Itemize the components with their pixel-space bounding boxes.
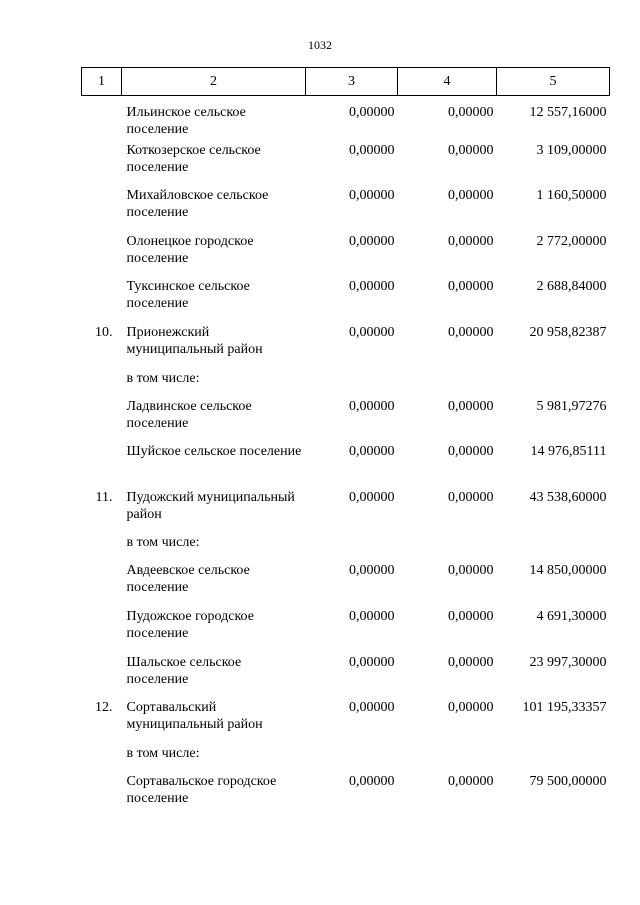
row-number [82, 654, 122, 700]
value-col3: 0,00000 [349, 142, 395, 158]
table-row [82, 278, 610, 324]
row-number [82, 745, 122, 773]
row-number [82, 142, 122, 188]
row-number [82, 773, 122, 819]
value-col3: 0,00000 [349, 563, 395, 579]
value-col3: 0,00000 [349, 654, 395, 670]
row-name: Пудожский муниципальный район [126, 489, 295, 522]
table-row [82, 699, 610, 745]
row-name: Шальское сельское поселение [126, 654, 242, 687]
value-col5: 43 538,60000 [529, 489, 607, 505]
value-col3: 0,00000 [349, 489, 395, 505]
value-col3: 0,00000 [349, 608, 395, 624]
table-header-row [82, 68, 610, 96]
value-col3: 0,00000 [349, 188, 395, 204]
row-number [82, 233, 122, 279]
value-col4: 0,00000 [448, 444, 494, 460]
row-name: Прионежский муниципальный район [126, 324, 263, 357]
row-name: Туксинское сельское поселение [126, 279, 250, 312]
row-number: 12. [95, 700, 113, 716]
value-col4: 0,00000 [448, 773, 494, 789]
table-row [82, 233, 610, 279]
table-row [82, 96, 610, 142]
table-row [82, 398, 610, 444]
value-col3 [306, 534, 398, 562]
value-col5: 4 691,30000 [536, 608, 607, 624]
table-row [82, 608, 610, 654]
table-row [82, 443, 610, 489]
value-col4: 0,00000 [448, 142, 494, 158]
value-col4: 0,00000 [448, 563, 494, 579]
value-col5: 23 997,30000 [529, 654, 607, 670]
value-col3 [306, 370, 398, 398]
column-header: 2 [122, 68, 306, 96]
row-name: Сортавальское городское поселение [126, 773, 277, 806]
row-number [82, 608, 122, 654]
table-row [82, 142, 610, 188]
value-col5: 79 500,00000 [529, 773, 607, 789]
row-name: Коткозерское сельское поселение [126, 142, 261, 175]
value-col3: 0,00000 [349, 773, 395, 789]
row-number [82, 370, 122, 398]
value-col5 [497, 370, 610, 398]
row-name: Ильинское сельское поселение [126, 105, 246, 137]
row-name: Шуйское сельское поселение [126, 444, 302, 460]
row-number [82, 96, 122, 142]
column-header: 4 [398, 68, 497, 96]
row-number [82, 534, 122, 562]
table-row [82, 773, 610, 819]
table-row [82, 654, 610, 700]
value-col3: 0,00000 [349, 444, 395, 460]
row-number [82, 187, 122, 233]
row-name: в том числе: [126, 370, 200, 386]
row-number [82, 398, 122, 444]
budget-table [81, 67, 610, 818]
column-header: 1 [82, 68, 122, 96]
value-col5: 12 557,16000 [529, 105, 607, 120]
row-name: Сортавальский муниципальный район [126, 700, 263, 733]
value-col3: 0,00000 [349, 279, 395, 295]
value-col5: 2 772,00000 [536, 233, 607, 249]
row-number [82, 278, 122, 324]
row-name: в том числе: [126, 745, 200, 761]
table-row [82, 324, 610, 370]
value-col3: 0,00000 [349, 398, 395, 414]
value-col4: 0,00000 [448, 233, 494, 249]
value-col4: 0,00000 [448, 105, 494, 120]
value-col4: 0,00000 [448, 489, 494, 505]
subheading-row [82, 370, 610, 398]
value-col3: 0,00000 [349, 105, 395, 120]
value-col5: 5 981,97276 [536, 398, 607, 414]
subheading-row [82, 534, 610, 562]
column-header: 5 [497, 68, 610, 96]
subheading-row [82, 745, 610, 773]
table-row [82, 187, 610, 233]
value-col5 [497, 745, 610, 773]
row-name: Олонецкое городское поселение [126, 233, 254, 266]
value-col5: 1 160,50000 [536, 188, 607, 204]
row-name: Пудожское городское поселение [126, 608, 254, 641]
value-col3 [306, 745, 398, 773]
value-col4: 0,00000 [448, 279, 494, 295]
value-col4 [398, 370, 497, 398]
row-number: 10. [95, 324, 113, 340]
row-number [82, 562, 122, 608]
table-row [82, 562, 610, 608]
value-col5: 101 195,33357 [522, 700, 607, 716]
value-col4: 0,00000 [448, 324, 494, 340]
value-col5: 20 958,82387 [529, 324, 607, 340]
row-number: 11. [95, 489, 113, 505]
table-body [82, 96, 610, 819]
value-col4: 0,00000 [448, 398, 494, 414]
row-name: Ладвинское сельское поселение [126, 398, 252, 431]
value-col5: 2 688,84000 [536, 279, 607, 295]
value-col5: 3 109,00000 [536, 142, 607, 158]
table-row [82, 489, 610, 535]
value-col4: 0,00000 [448, 700, 494, 716]
value-col4: 0,00000 [448, 188, 494, 204]
column-header: 3 [306, 68, 398, 96]
value-col3: 0,00000 [349, 324, 395, 340]
row-number [82, 443, 122, 489]
value-col4 [398, 534, 497, 562]
value-col5 [497, 534, 610, 562]
row-name: в том числе: [126, 535, 200, 551]
row-name: Авдеевское сельское поселение [126, 563, 250, 596]
value-col4: 0,00000 [448, 608, 494, 624]
value-col5: 14 976,85111 [530, 444, 607, 460]
value-col4: 0,00000 [448, 654, 494, 670]
value-col5: 14 850,00000 [529, 563, 607, 579]
row-name: Михайловское сельское поселение [126, 188, 269, 221]
value-col4 [398, 745, 497, 773]
value-col3: 0,00000 [349, 233, 395, 249]
value-col3: 0,00000 [349, 700, 395, 716]
page-number: 1032 [308, 38, 332, 52]
